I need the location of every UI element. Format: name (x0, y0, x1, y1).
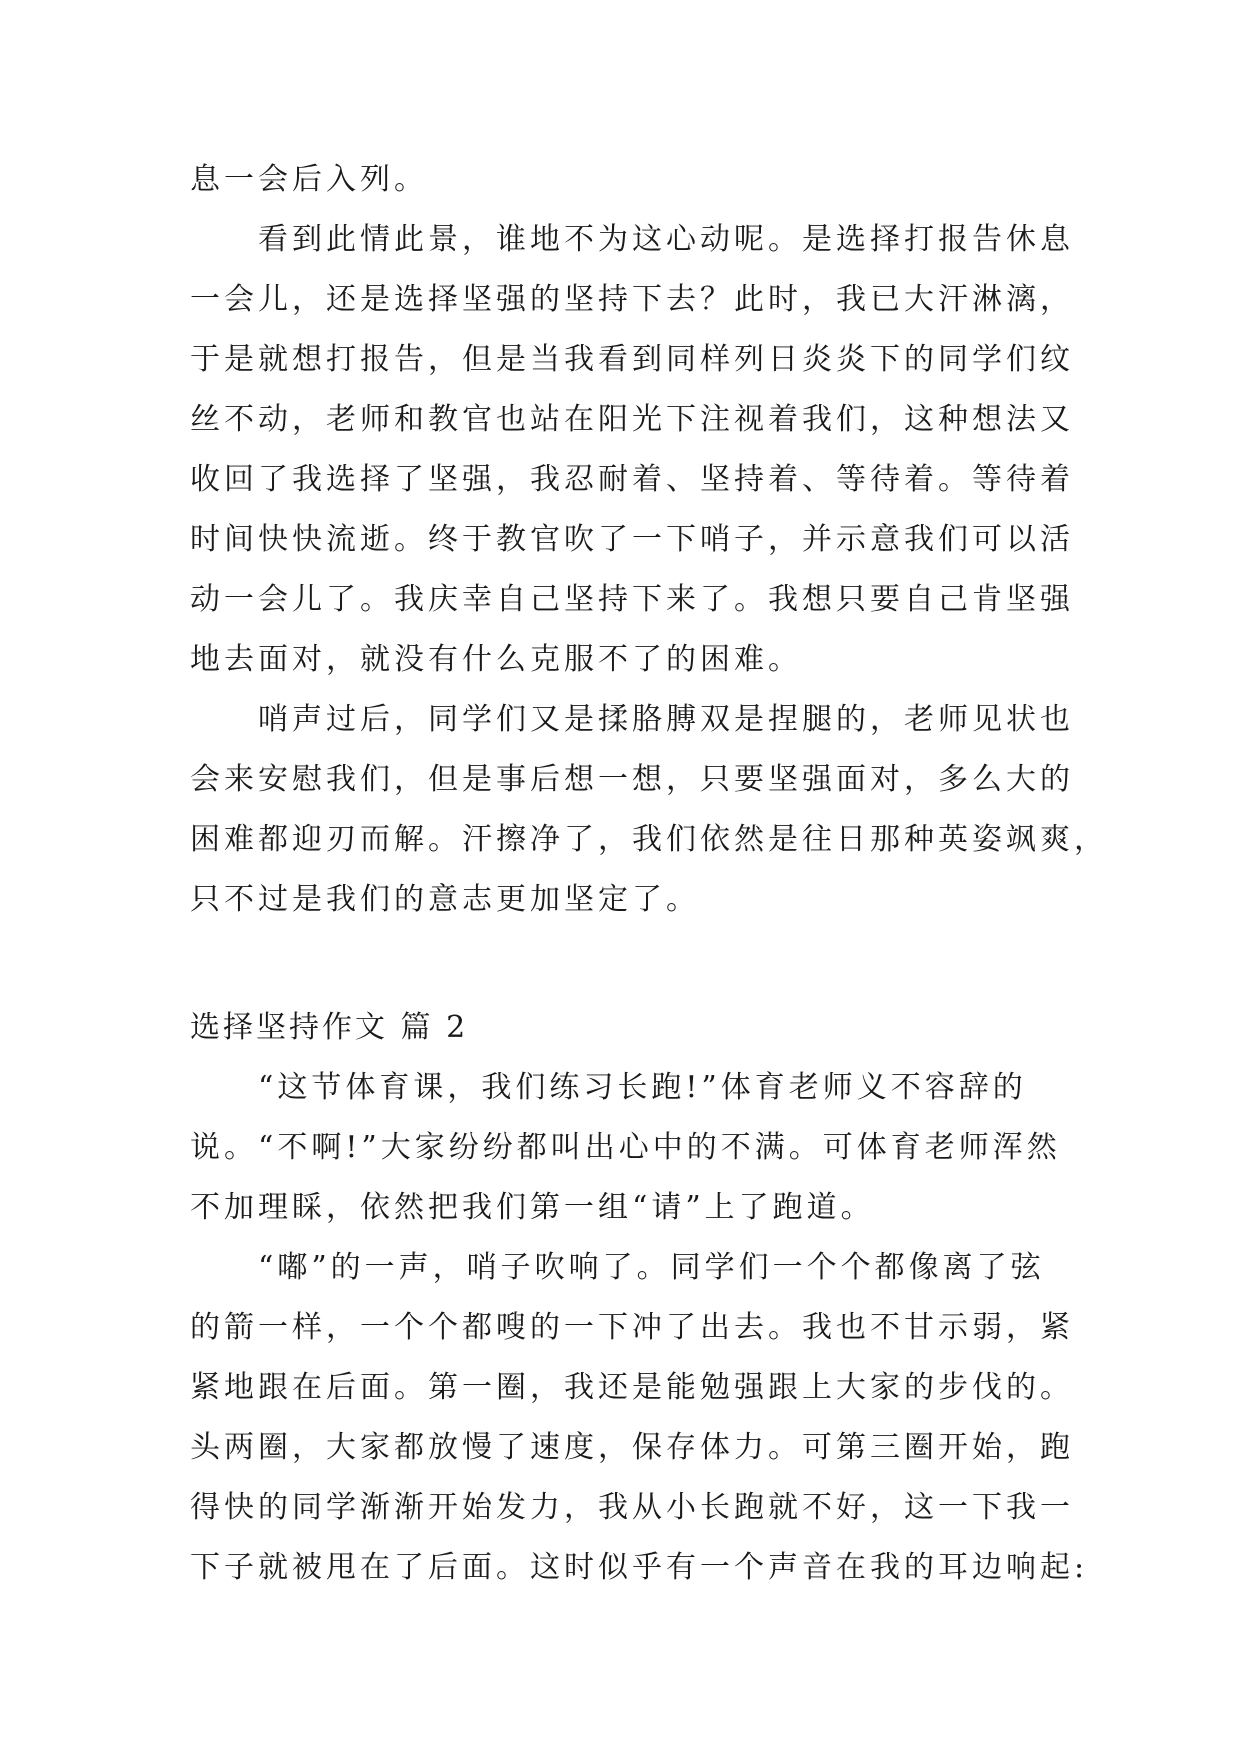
text-line: 息一会后入列。 (190, 162, 428, 197)
text-line: 地去面对，就没有什么克服不了的困难。 (190, 642, 802, 677)
text-line: “这节体育课，我们练习长跑!”体育老师义不容辞的 (258, 1070, 1027, 1105)
text-line: “嘟”的一声，哨子吹响了。同学们一个个都像离了弦 (258, 1250, 1045, 1285)
paragraph (190, 1238, 1089, 1598)
document-body (190, 150, 1108, 1598)
paragraph (190, 1058, 1070, 1238)
section-spacer (190, 930, 1070, 998)
text-line: 丝不动，老师和教官也站在阳光下注视着我们，这种想法又 (190, 402, 1074, 437)
text-line: 下子就被甩在了后面。这时似乎有一个声音在我的耳边响起: (190, 1550, 1089, 1585)
text-line: 哨声过后，同学们又是揉胳膊双是捏腿的，老师见状也 (258, 702, 1074, 737)
text-line: 时间快快流逝。终于教官吹了一下哨子，并示意我们可以活 (190, 522, 1074, 557)
text-line: 动一会儿了。我庆幸自己坚持下来了。我想只要自己肯坚强 (190, 582, 1074, 617)
text-line: 看到此情此景，谁地不为这心动呢。是选择打报告休息 (258, 222, 1074, 257)
text-line: 说。“不啊!”大家纷纷都叫出心中的不满。可体育老师浑然 (190, 1130, 1061, 1165)
text-line: 困难都迎刃而解。汗擦净了，我们依然是往日那种英姿飒爽， (190, 822, 1108, 857)
paragraph (190, 210, 1074, 690)
text-line: 紧地跟在后面。第一圈，我还是能勉强跟上大家的步伐的。 (190, 1370, 1074, 1405)
section-heading: 选择坚持作文 篇 2 (190, 1010, 469, 1045)
text-line: 会来安慰我们，但是事后想一想，只要坚强面对，多么大的 (190, 762, 1074, 797)
text-line: 不加理睬，依然把我们第一组“请”上了跑道。 (190, 1190, 875, 1225)
text-line: 得快的同学渐渐开始发力，我从小长跑就不好，这一下我一 (190, 1490, 1074, 1525)
text-line: 头两圈，大家都放慢了速度，保存体力。可第三圈开始，跑 (190, 1430, 1074, 1465)
text-line: 的箭一样，一个个都嗖的一下冲了出去。我也不甘示弱，紧 (190, 1310, 1074, 1345)
text-line: 于是就想打报告，但是当我看到同样列日炎炎下的同学们纹 (190, 342, 1074, 377)
text-line: 收回了我选择了坚强，我忍耐着、坚持着、等待着。等待着 (190, 462, 1074, 497)
paragraph (190, 150, 1070, 210)
paragraph (190, 690, 1108, 930)
text-line: 只不过是我们的意志更加坚定了。 (190, 882, 700, 917)
text-line: 一会儿，还是选择坚强的坚持下去？此时，我已大汗淋漓， (190, 282, 1074, 317)
